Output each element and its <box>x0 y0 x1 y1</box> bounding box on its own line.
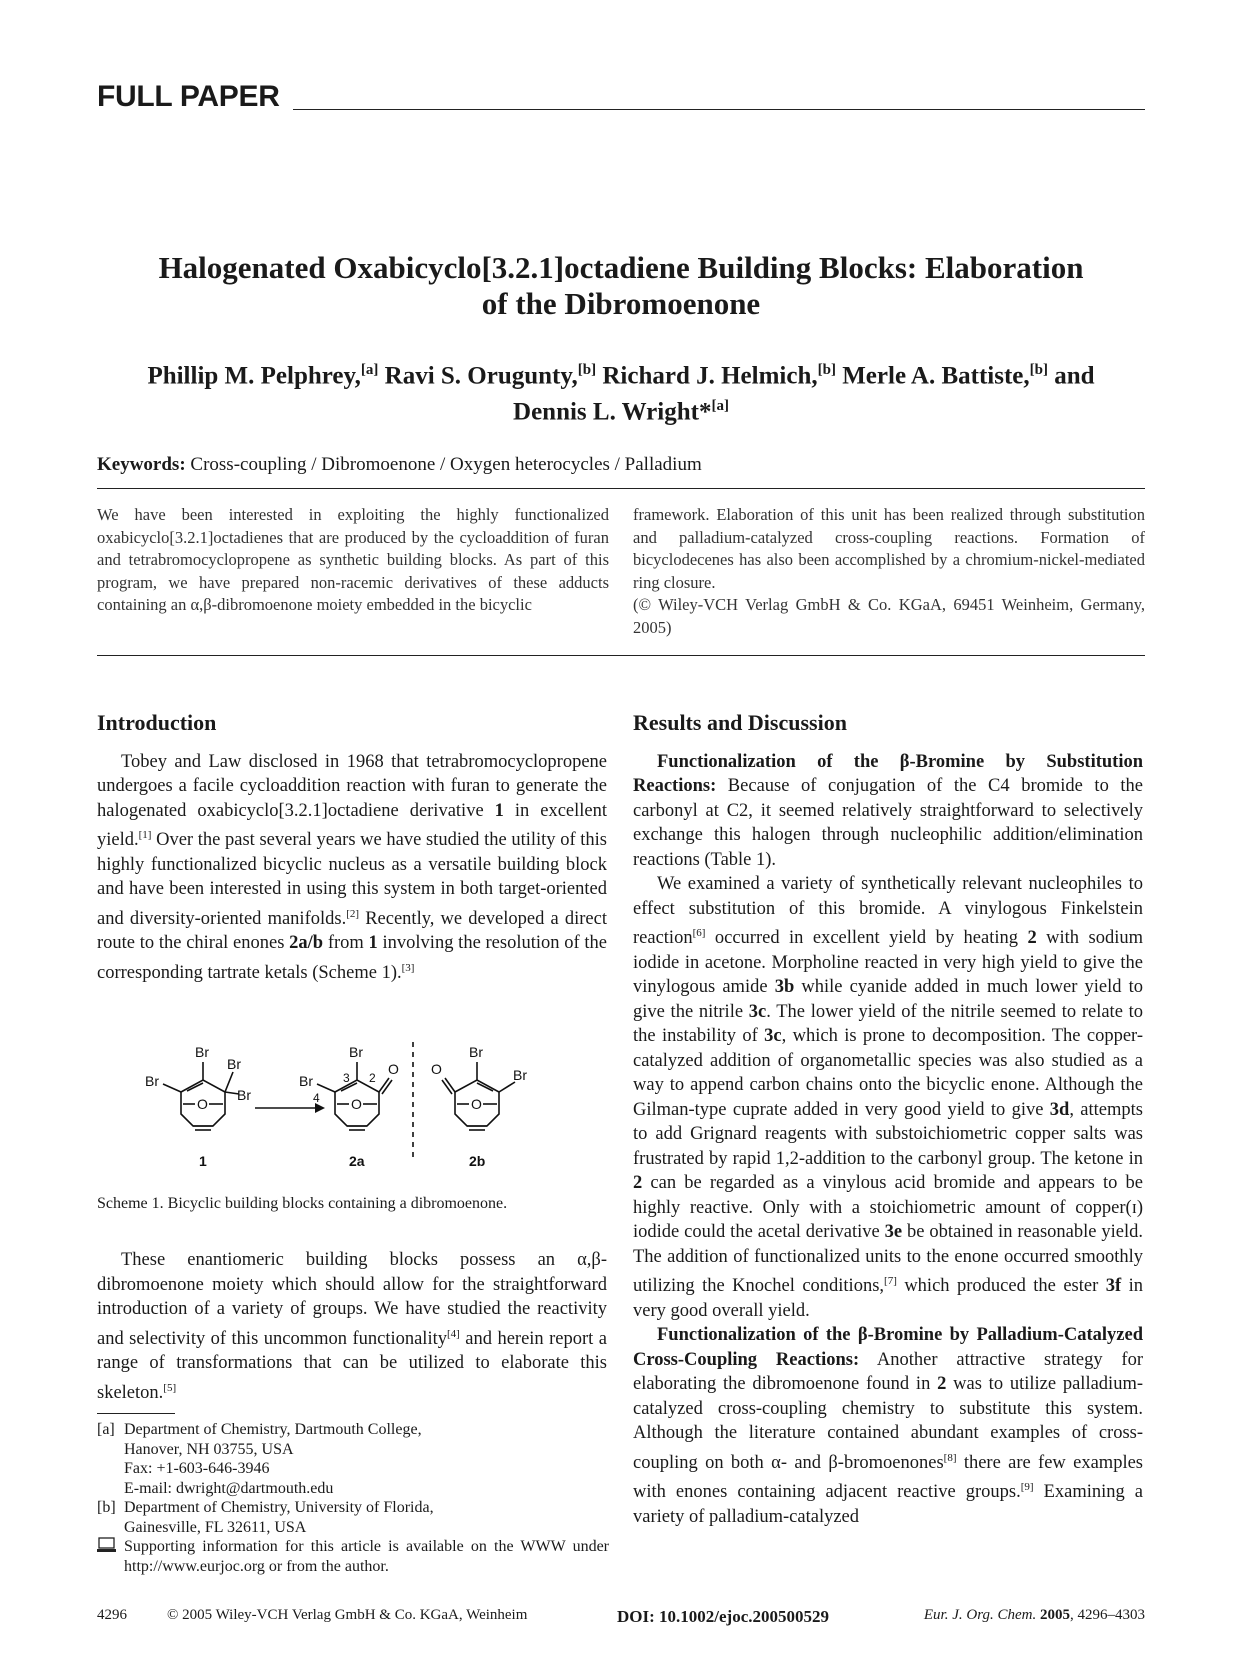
keywords-label: Keywords: <box>97 454 186 475</box>
abstract-top-rule <box>97 488 1145 489</box>
position-number: 2 <box>369 1071 376 1085</box>
section-label: FULL PAPER <box>97 80 280 113</box>
page-footer <box>97 1607 1145 1629</box>
atom-label: O <box>351 1096 362 1112</box>
results-paragraph-1: Functionalization of the β-Bromine by Substitution Reactions: Because of conjugation of the C4 bromide to the carbonyl at C2, it seemed relatively straightforward to selectively exchange this halogen through nucleophilic addition/elimination reactions (Table 1). <box>633 751 1143 870</box>
abstract-right <box>633 504 1145 639</box>
atom-label: Br <box>237 1087 251 1103</box>
atom-label: Br <box>349 1044 363 1060</box>
author-name: Richard J. Helmich, <box>602 362 818 390</box>
citation: [3] <box>401 961 415 974</box>
run-in-heading: Functionalization of the β-Bromine by Palladium-Catalyzed Cross-Coupling Reactions: <box>633 1325 1143 1370</box>
introduction-paragraph-2: These enantiomeric building blocks possess an α,β-dibromoenone moiety which should allow for the straightforward introduction of a variety of groups. We have studied the reactivity and selectivity of this uncommon functionality[4] and herein report a range of transformations that can be utilized to elaborate this skeleton.[5] <box>97 1250 607 1403</box>
author-name: Dennis L. Wright* <box>513 398 712 426</box>
abstract-copyright: (© Wiley-VCH Verlag GmbH & Co. KGaA, 69451 Weinheim, Germany, 2005) <box>633 595 1145 637</box>
atom-label: Br <box>469 1044 483 1060</box>
atom-label: Br <box>227 1056 241 1072</box>
citation: [7] <box>884 1275 897 1288</box>
author-affiliation: [b] <box>577 362 597 378</box>
article-title <box>97 250 1145 322</box>
header-rule <box>293 109 1145 110</box>
position-number: 4 <box>313 1091 320 1105</box>
introduction-section <box>97 711 607 985</box>
atom-label: O <box>388 1061 399 1077</box>
author-name: Merle A. Battiste, <box>842 362 1030 390</box>
position-number: 3 <box>343 1071 350 1085</box>
results-paragraph-2: We examined a variety of synthetically relevant nucleophiles to effect substitution of this bromide. A vinylogous Finkelstein reaction[6] occurred in excellent yield by heating 2 with sodium iodide in acetone. Morpholine reacted in very high yield to give the vinylogous amide 3b while cyanide added in much lower yield to give the nitrile 3c. The lower yield of the nitrile seemed to relate to the instability of 3c, which is prone to decomposition. The copper-catalyzed addition of organometallic species was also studied as a way to append carbon chains onto the bicyclic enone. Although the Gilman-type cuprate added in very good yield to give 3d, attempts to add Grignard reagents with substoichiometric copper salts was frustrated by rapid 1,2-addition to the carbonyl group. The ketone in 2 can be regarded as a vinylous acid bromide and appears to be highly reactive. Only with a stoichiometric amount of copper(ɪ) iodide could the acetal derivative 3e be obtained in reasonable yield. The addition of functionalized units to the enone occurred smoothly utilizing the Knochel conditions,[7] which produced the ester 3f in very good overall yield. <box>633 874 1144 1321</box>
compound-label-1: 1 <box>199 1153 207 1169</box>
computer-icon <box>97 1537 124 1576</box>
citation: [2] <box>346 907 360 920</box>
atom-label: O <box>431 1061 442 1077</box>
doi: DOI: 10.1002/ejoc.200500529 <box>617 1607 830 1626</box>
run-in-heading: Functionalization of the β-Bromine by Substitution Reactions: <box>633 751 1143 796</box>
author-line-1 <box>97 355 1145 391</box>
results-paragraph-3: Functionalization of the β-Bromine by Palladium-Catalyzed Cross-Coupling Reactions: Another attractive strategy for elaborating the dibromoenone found in 2 was to utilize palladium-catalyzed cross-coupling chemistry to substitute this system. Although the literature contained abundant examples of cross-coupling on both α- and β-bromoenones[8] there are few examples with enones containing adjacent reactive groups.[9] Examining a variety of palladium-catalyzed <box>633 1325 1143 1528</box>
author-list <box>97 355 1145 428</box>
introduction-continued <box>97 1248 607 1405</box>
introduction-paragraph-1: Tobey and Law disclosed in 1968 that tetrabromocyclopropene undergoes a facile cycloaddition reaction with furan to generate the halogenated oxabicyclo[3.2.1]octadiene derivative 1 in excellent yield.[1] Over the past several years we have studied the utility of this highly functionalized bicyclic nucleus as a versatile building block and have been interested in using this system in both target-oriented and diversity-oriented manifolds.[2] Recently, we developed a direct route to the chiral enones 2a/b from 1 involving the resolution of the corresponding tartrate ketals (Scheme 1).[3] <box>97 751 608 983</box>
author-affiliation: [b] <box>1029 362 1048 378</box>
compound-label-2a: 2a <box>349 1153 365 1169</box>
atom-label: Br <box>145 1073 159 1089</box>
keywords-text: Cross-coupling / Dibromoenone / Oxygen heterocycles / Palladium <box>190 454 702 475</box>
abstract-bottom-rule <box>97 655 1145 656</box>
scheme-caption: Scheme 1. Bicyclic building blocks containing a dibromoenone. <box>97 1195 508 1212</box>
citation: [9] <box>1020 1481 1034 1494</box>
results-section <box>633 711 1143 1530</box>
atom-label: Br <box>195 1044 209 1060</box>
title-line-2: of the Dibromoenone <box>481 286 761 321</box>
introduction-heading: Introduction <box>97 710 217 735</box>
footnote-a: [a] Department of Chemistry, Dartmouth College, Hanover, NH 03755, USA Fax: +1-603-646-3946 E-mail: dwright@dartmouth.edu <box>97 1420 609 1498</box>
atom-label: O <box>471 1096 482 1112</box>
author-affiliation: [a] <box>711 398 729 415</box>
citation: [4] <box>446 1327 460 1340</box>
page-number: 4296 <box>97 1607 127 1623</box>
citation: [1] <box>138 829 152 841</box>
author-conjunction: and <box>1054 362 1095 390</box>
atom-label: Br <box>299 1073 313 1089</box>
keywords <box>97 454 702 476</box>
author-name: Phillip M. Pelphrey, <box>147 362 361 390</box>
abstract-text-left: We have been interested in exploiting the highly functionalized oxabicyclo[3.2.1]octadienes that are produced by the cycloaddition of furan and tetrabromocyclopropene as synthetic building blocks. As part of this program, we have prepared non-racemic derivatives of these adducts containing an α,β-dibromoenone moiety embedded in the bicyclic <box>97 505 609 614</box>
email-address: E-mail: dwright@dartmouth.edu <box>124 1479 334 1497</box>
author-affiliation: [a] <box>360 362 379 378</box>
citation: [8] <box>943 1451 957 1464</box>
footnote-b: [b] Department of Chemistry, University of Florida, Gainesville, FL 32611, USA <box>97 1499 434 1536</box>
citation: [5] <box>163 1381 177 1394</box>
supporting-info-note: Supporting information for this article is available on the WWW under http://www.eurjoc.org or from the author. <box>97 1537 609 1576</box>
author-name: Ravi S. Orugunty, <box>384 362 578 390</box>
atom-label: O <box>197 1096 208 1112</box>
citation: [6] <box>692 927 706 939</box>
results-heading: Results and Discussion <box>633 710 847 735</box>
affiliation-footnotes <box>97 1413 609 1576</box>
author-line-2 <box>97 391 1145 427</box>
scheme-1-figure <box>143 1042 583 1172</box>
footer-copyright: © 2005 Wiley-VCH Verlag GmbH & Co. KGaA, Weinheim <box>167 1607 528 1623</box>
compound-label-2b: 2b <box>469 1153 486 1169</box>
author-affiliation: [b] <box>817 362 836 378</box>
atom-label: Br <box>513 1067 527 1083</box>
title-line-1: Halogenated Oxabicyclo[3.2.1]octadiene Building Blocks: Elaboration <box>158 250 1084 285</box>
abstract-text-right: framework. Elaboration of this unit has been realized through substitution and palladium-catalyzed cross-coupling reactions. Formation of bicyclodecenes has also been accomplished by a chromium-nickel-mediated ring closure. <box>633 505 1145 592</box>
abstract-left <box>97 504 609 617</box>
footnote-rule <box>97 1413 175 1414</box>
journal-citation: Eur. J. Org. Chem. 2005, 4296–4303 <box>923 1607 1145 1623</box>
running-header <box>97 80 1145 116</box>
